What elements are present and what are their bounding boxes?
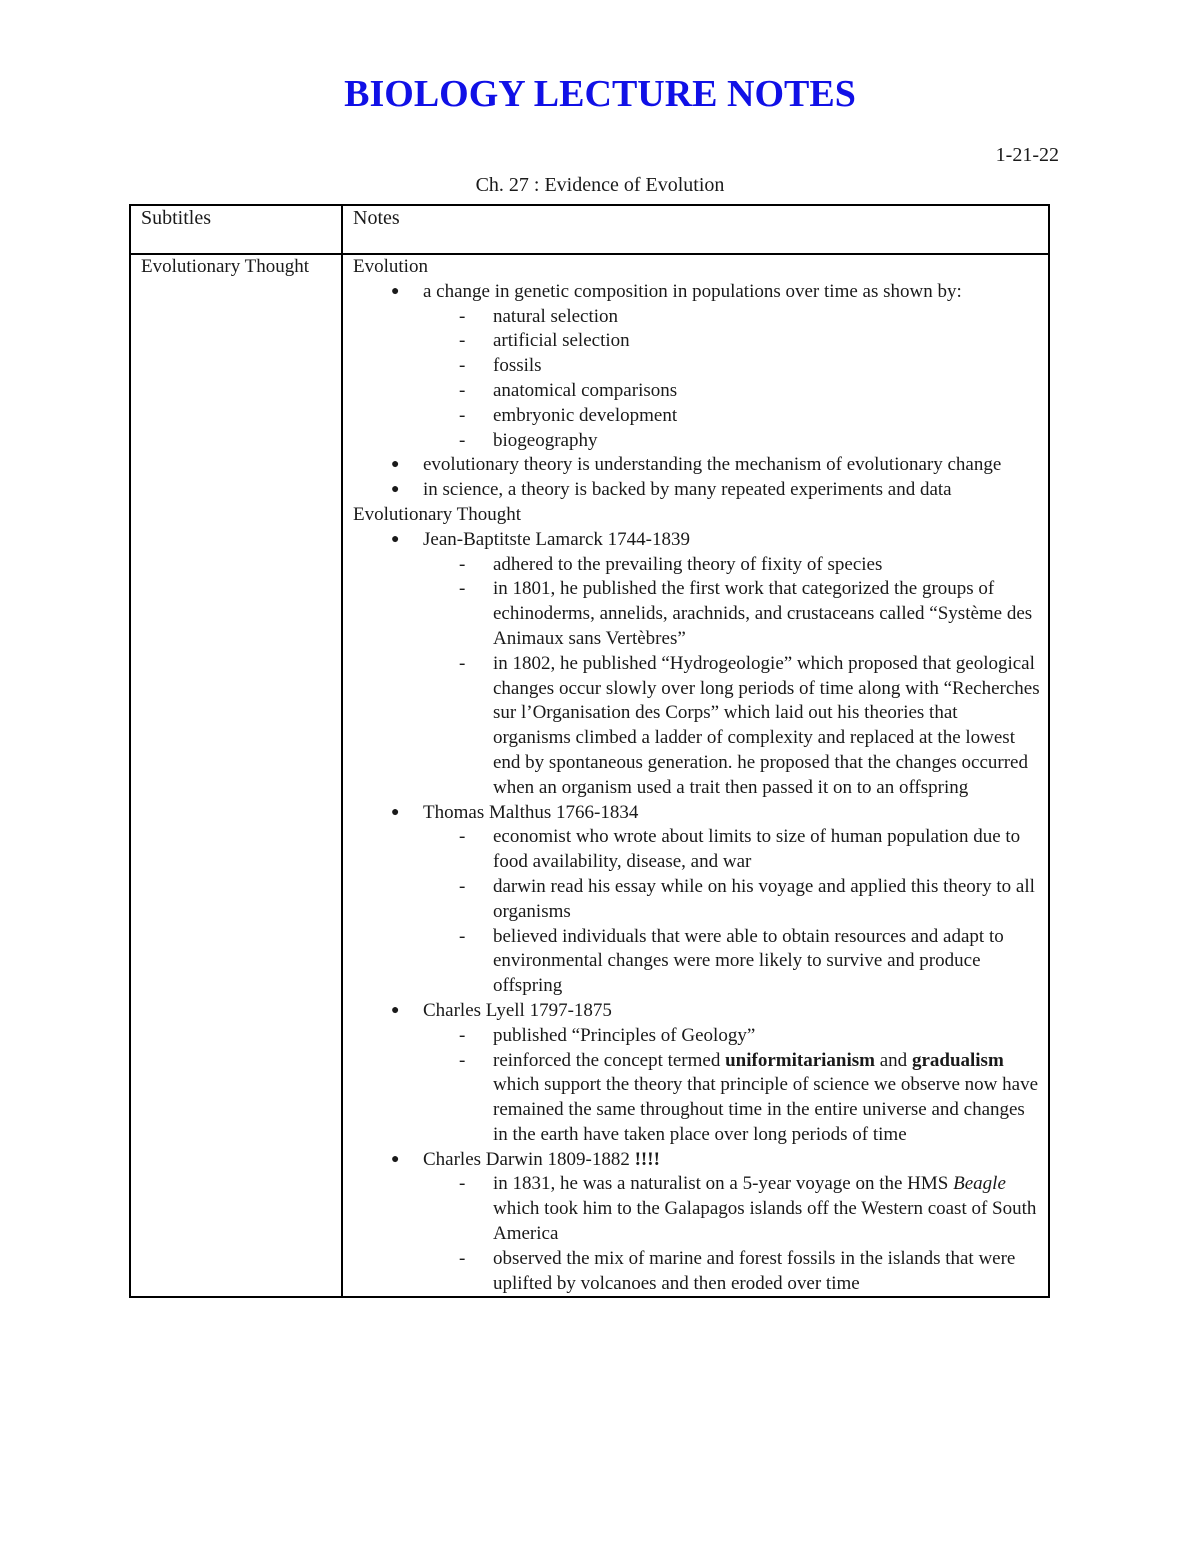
item-text: biogeography [493, 429, 598, 451]
darwin-list [423, 1172, 1040, 1296]
dash-icon: - [459, 1173, 466, 1195]
list-item [423, 577, 1040, 651]
lyell-list [423, 1024, 1040, 1148]
dash-icon: - [459, 925, 466, 947]
dash-icon: - [459, 379, 466, 401]
list-item [423, 404, 1040, 429]
evolution-bullets [353, 280, 1040, 503]
bullet-icon: ● [391, 804, 400, 820]
thinker-name: Jean-Baptitste Lamarck 1744-1839 [423, 528, 690, 550]
malthus-list [423, 825, 1040, 999]
bullet-text: in science, a theory is backed by many repeated experiments and data [423, 479, 952, 501]
emphasis-marks: !!!! [634, 1148, 660, 1170]
thinker-name: Thomas Malthus 1766-1834 [423, 801, 639, 823]
section-heading-thought: Evolutionary Thought [353, 503, 521, 525]
section-heading-evolution: Evolution [353, 256, 428, 277]
item-text: reinforced the concept termed [493, 1049, 726, 1071]
list-item [423, 1247, 1040, 1297]
list-item-lamarck [353, 528, 1040, 801]
notes-cell [342, 254, 1049, 1297]
item-text: fossils [493, 355, 542, 377]
notes-table [129, 204, 1050, 1298]
dash-icon: - [459, 578, 466, 600]
bullet-text: evolutionary theory is understanding the mechanism of evolutionary change [423, 454, 1002, 476]
bullet-text: a change in genetic composition in populations over time as shown by: [423, 280, 962, 302]
item-text: and [875, 1049, 912, 1071]
item-text: in 1802, he published “Hydrogeologie” which proposed that geological changes occur slowly over long periods of time along with “Recherches sur l’Organisation des Corps” which laid out his theories that organisms climbed a ladder of complexity and replaced at the lowest end by spontaneous generation. he proposed that the changes occurred when an organism used a trait then passed it on to an offspring [493, 652, 1040, 798]
dash-icon: - [459, 875, 466, 897]
bullet-icon: ● [391, 283, 400, 299]
lecture-date: 1-21-22 [995, 144, 1059, 166]
bullet-icon: ● [391, 457, 400, 473]
item-text: published “Principles of Geology” [493, 1024, 756, 1046]
bullet-icon: ● [391, 482, 400, 498]
item-text: darwin read his essay while on his voyage and applied this theory to all organisms [493, 875, 1035, 922]
thinker-name: Charles Lyell 1797-1875 [423, 999, 612, 1021]
list-item [423, 305, 1040, 330]
list-item [423, 329, 1040, 354]
list-item [353, 478, 1040, 503]
evidence-list [423, 305, 1040, 454]
list-item [353, 280, 1040, 454]
list-item [423, 925, 1040, 999]
list-item [423, 429, 1040, 454]
item-text: which took him to the Galapagos islands off the Western coast of South America [493, 1198, 1037, 1245]
list-item [423, 1049, 1040, 1148]
list-item [423, 1024, 1040, 1049]
list-item [423, 354, 1040, 379]
thinker-name: Charles Darwin 1809-1882 [423, 1148, 635, 1170]
dash-icon: - [459, 1247, 466, 1269]
item-text: economist who wrote about limits to size of human population due to food availability, disease, and war [493, 826, 1021, 873]
dash-icon: - [459, 826, 466, 848]
dash-icon: - [459, 652, 466, 674]
thinkers-bullets [353, 528, 1040, 1297]
bullet-icon: ● [391, 1002, 400, 1018]
list-item [423, 553, 1040, 578]
chapter-title: Ch. 27 : Evidence of Evolution [475, 174, 725, 196]
table-header-row [130, 205, 1049, 254]
item-text: embryonic development [493, 404, 678, 426]
item-text: natural selection [493, 305, 619, 327]
item-text: adhered to the prevailing theory of fixity of species [493, 553, 883, 575]
list-item-malthus [353, 801, 1040, 999]
subtitle-cell: Evolutionary Thought [130, 254, 342, 1297]
dash-icon: - [459, 1049, 466, 1071]
item-text: artificial selection [493, 330, 630, 352]
item-text: in 1831, he was a naturalist on a 5-year voyage on the HMS [493, 1173, 954, 1195]
header-notes: Notes [342, 205, 1049, 254]
item-text: observed the mix of marine and forest fossils in the islands that were uplifted by volcanoes and then eroded over time [493, 1247, 1016, 1294]
lamarck-list [423, 553, 1040, 801]
dash-icon: - [459, 429, 466, 451]
list-item [423, 875, 1040, 925]
bullet-icon: ● [391, 531, 400, 547]
term-gradualism: gradualism [911, 1049, 1004, 1071]
ship-name: Beagle [953, 1173, 1006, 1195]
header-subtitles: Subtitles [130, 205, 342, 254]
dash-icon: - [459, 355, 466, 377]
item-text: in 1801, he published the first work that categorized the groups of echinoderms, annelids, arachnids, and crustaceans called “Système des Animaux sans Vertèbres” [493, 578, 1033, 649]
list-item-lyell [353, 999, 1040, 1148]
dash-icon: - [459, 553, 466, 575]
list-item [353, 453, 1040, 478]
dash-icon: - [459, 404, 466, 426]
list-item [423, 379, 1040, 404]
dash-icon: - [459, 1024, 466, 1046]
dash-icon: - [459, 305, 466, 327]
term-uniformitarianism: uniformitarianism [725, 1049, 875, 1071]
list-item [423, 1172, 1040, 1246]
item-text: which support the theory that principle of science we observe now have remained the same throughout time in the entire universe and changes in the earth have taken place over long periods of time [493, 1074, 1039, 1145]
table-row [130, 254, 1049, 1297]
bullet-icon: ● [391, 1151, 400, 1167]
list-item-darwin [353, 1148, 1040, 1297]
dash-icon: - [459, 330, 466, 352]
item-text: believed individuals that were able to obtain resources and adapt to environmental changes were more likely to survive and produce offspring [493, 925, 1004, 997]
list-item [423, 652, 1040, 801]
item-text: anatomical comparisons [493, 379, 678, 401]
page-title: BIOLOGY LECTURE NOTES [344, 73, 856, 115]
list-item [423, 825, 1040, 875]
